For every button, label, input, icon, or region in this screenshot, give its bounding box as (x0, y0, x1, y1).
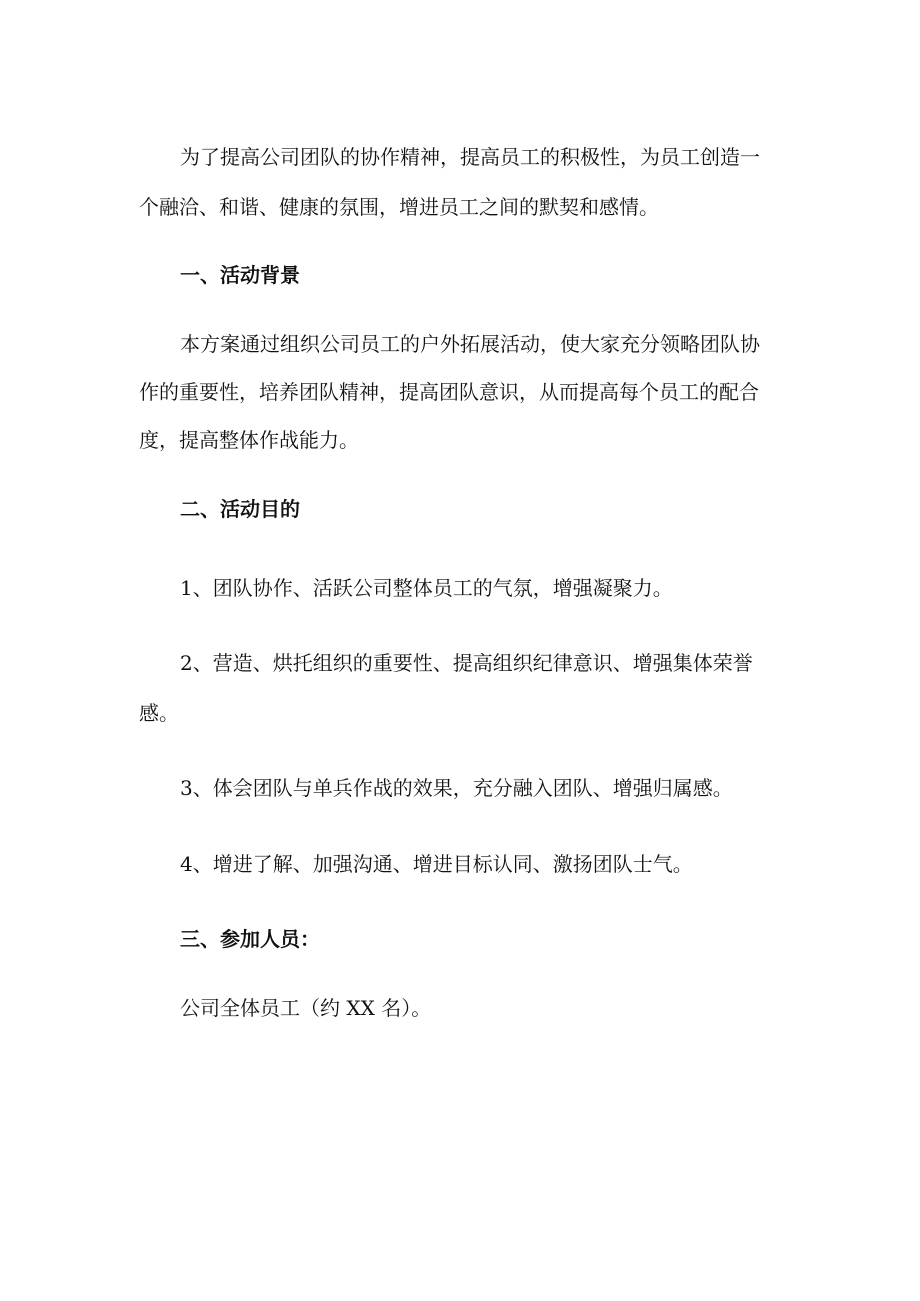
background-line-3: 度，提高整体作战能力。 (139, 428, 359, 452)
purpose-item-3: 3、体会团队与单兵作战的效果，充分融入团队、增强归属感。 (180, 776, 733, 800)
purpose-item-2: 2、营造、烘托组织的重要性、提高组织纪律意识、增强集体荣誉 (180, 651, 753, 675)
intro-line-2: 个融洽、和谐、健康的氛围，增进员工之间的默契和感情。 (139, 195, 659, 219)
section-heading-purpose: 二、活动目的 (180, 497, 300, 521)
section-heading-participants: 三、参加人员： (180, 927, 320, 951)
purpose-item-1: 1、团队协作、活跃公司整体员工的气氛，增强凝聚力。 (180, 576, 673, 600)
participants-text: 公司全体员工（约 XX 名）。 (180, 996, 432, 1020)
purpose-item-4: 4、增进了解、加强沟通、增进目标认同、激扬团队士气。 (180, 852, 693, 876)
background-line-1: 本方案通过组织公司员工的户外拓展活动，使大家充分领略团队协 (180, 332, 760, 356)
background-line-2: 作的重要性，培养团队精神，提高团队意识，从而提高每个员工的配合 (139, 380, 759, 404)
section-heading-background: 一、活动背景 (180, 263, 300, 287)
intro-line-1: 为了提高公司团队的协作精神，提高员工的积极性，为员工创造一 (180, 145, 760, 169)
purpose-item-2-continued: 感。 (139, 701, 179, 725)
